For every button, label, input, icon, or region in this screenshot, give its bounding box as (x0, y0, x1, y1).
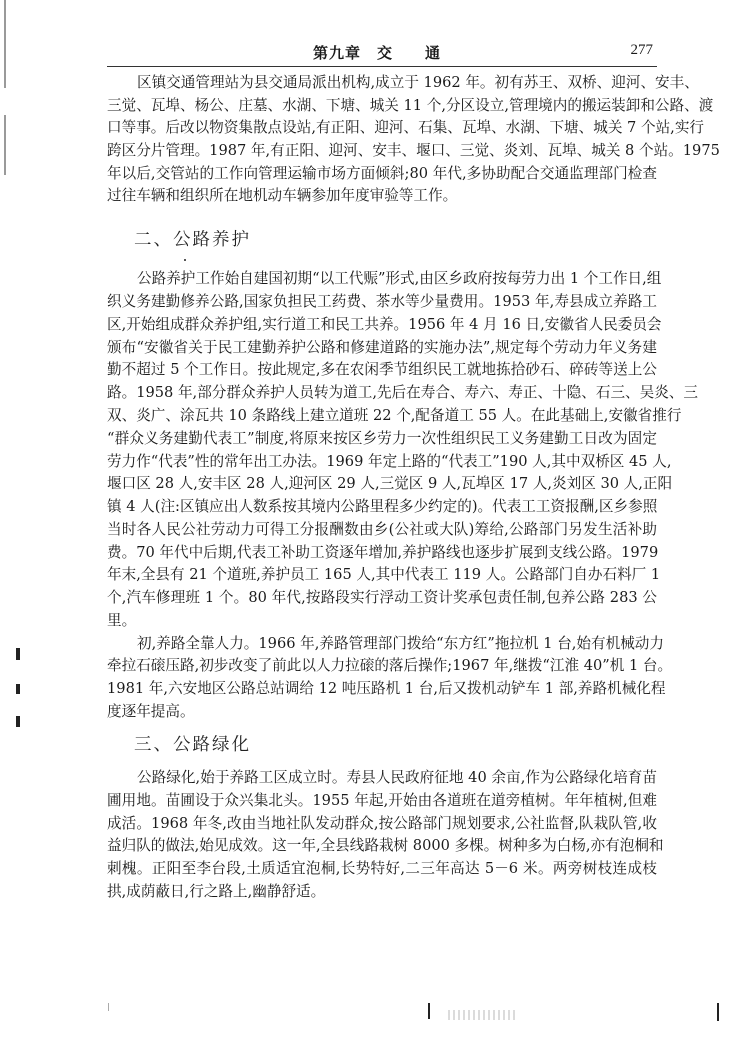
scan-mark (717, 1003, 719, 1021)
section-heading-road-greening: 三、公路绿化 (134, 735, 251, 755)
text-line: 双、炎广、涂瓦共 10 条路线上建立道班 22 个,配备道工 55 人。在此基础上,安徽省推行 (107, 407, 682, 424)
margin-mark (16, 684, 20, 694)
page-header (107, 42, 657, 67)
text-line: 年末,全县有 21 个道班,养护员工 165 人,其中代表工 119 人。公路部门自办石料厂 1 (107, 566, 661, 583)
text-line: 初,养路全靠人力。1966 年,养路管理部门拨给“东方红”拖拉机 1 台,始有机械动力 (137, 635, 664, 652)
text-line: 区,开始组成群众养护组,实行道工和民工共养。1956 年 4 月 16 日,安徽省人民委员会 (107, 316, 662, 333)
text-line: 成活。1968 年冬,改由当地社队发动群众,按公路部门规划要求,公社监督,队栽队管,收 (107, 815, 657, 832)
text-line: 过往车辆和组织所在地机动车辆参加年度审验等工作。 (107, 187, 458, 204)
text-line: 口等事。后改以物资集散点设站,有正阳、迎河、石集、瓦埠、水湖、下塘、城关 7 个站,实行 (107, 119, 705, 136)
text-line: 公路养护工作始自建国初期“以工代赈”形式,由区乡政府按每劳力出 1 个工作日,组 (137, 270, 662, 287)
text-line: 路。1958 年,部分群众养护人员转为道工,先后在寿合、寿六、寿正、十隐、石三、吴炎、三 (107, 384, 699, 401)
text-line: 区镇交通管理站为县交通局派出机构,成立于 1962 年。初有苏王、双桥、迎河、安丰、 (137, 74, 699, 91)
print-speck (184, 259, 186, 261)
text-line: 镇 4 人(注:区镇应出人数系按其境内公路里程多少约定的)。代表工工资报酬,区乡参照 (107, 498, 658, 515)
text-line: 织义务建勤修养公路,国家负担民工药费、茶水等少量费用。1953 年,寿县成立养路工 (107, 293, 657, 310)
text-line: 度逐年提高。 (107, 703, 195, 720)
text-line: 劳力作“代表”性的常年出工办法。1969 年定上路的“代表工”190 人,其中双桥区 45 人, (107, 453, 672, 470)
page-number: 277 (630, 42, 653, 58)
text-line: 个,汽车修理班 1 个。80 年代,按路段实行浮动工资计奖承包责任制,包养公路 283 公 (107, 589, 657, 606)
scan-smudge (448, 1010, 518, 1020)
text-line: 堰口区 28 人,安丰区 28 人,迎河区 29 人,三觉区 9 人,瓦埠区 17 人,炎刘区 30 人,正阳 (107, 475, 673, 492)
print-speck (108, 1003, 109, 1011)
text-line: 年以后,交管站的工作向管理运输市场方面倾斜;80 年代,多协助配合交通监理部门检查 (107, 165, 657, 182)
scan-edge-line (4, 115, 6, 175)
margin-mark (16, 648, 20, 660)
text-line: 颁布“安徽省关于民工建勤养护公路和修建道路的实施办法”,规定每个劳动力年义务建 (107, 339, 657, 356)
text-line: 益归队的做法,始见成效。这一年,全县线路栽树 8000 多棵。树种多为白杨,亦有泡桐和 (107, 837, 664, 854)
text-line: 三觉、瓦埠、杨公、庄墓、水湖、下塘、城关 11 个,分区设立,管理境内的搬运装卸和公路、渡 (107, 97, 714, 114)
chapter-title: 第九章 交 通 (313, 44, 442, 62)
text-line: 费。70 年代中后期,代表工补助工资逐年增加,养护路线也逐步扩展到支线公路。1979 (107, 544, 659, 561)
text-line: 公路绿化,始于养路工区成立时。寿县人民政府征地 40 余亩,作为公路绿化培育苗 (137, 769, 657, 786)
text-line: 拱,成荫蔽日,行之路上,幽静舒适。 (107, 883, 326, 900)
section-heading-road-maintenance: 二、公路养护 (134, 230, 251, 250)
text-line: 勤不超过 5 个工作日。按此规定,多在农闲季节组织民工就地拣拾砂石、碎砖等送上公 (107, 361, 657, 378)
text-line: 当时各人民公社劳动力可得工分报酬数由乡(公社或大队)筹给,公路部门另发生活补助 (107, 521, 657, 538)
scan-mark (428, 1003, 430, 1019)
text-line: 刺槐。正阳至李台段,土质适宜泡桐,长势特好,二三年高达 5－6 米。两旁树枝连成枝 (107, 860, 657, 877)
margin-mark (16, 716, 20, 727)
text-line: “群众义务建勤代表工”制度,将原来按区乡劳力一次性组织民工义务建勤工日改为固定 (107, 430, 657, 447)
text-line: 牵拉石磙压路,初步改变了前此以人力拉磙的落后操作;1967 年,继拨“江淮 40”机 1 台。 (107, 657, 673, 674)
scan-edge-line (4, 0, 6, 88)
text-line: 里。 (107, 612, 137, 629)
text-line: 跨区分片管理。1987 年,有正阳、迎河、安丰、堰口、三觉、炎刘、瓦埠、城关 8 个站。1975 (107, 142, 720, 159)
text-line: 圃用地。苗圃设于众兴集北头。1955 年起,开始由各道班在道旁植树。年年植树,但难 (107, 792, 657, 809)
text-line: 1981 年,六安地区公路总站调给 12 吨压路机 1 台,后又拨机动铲车 1 部,养路机械化程 (107, 680, 666, 697)
